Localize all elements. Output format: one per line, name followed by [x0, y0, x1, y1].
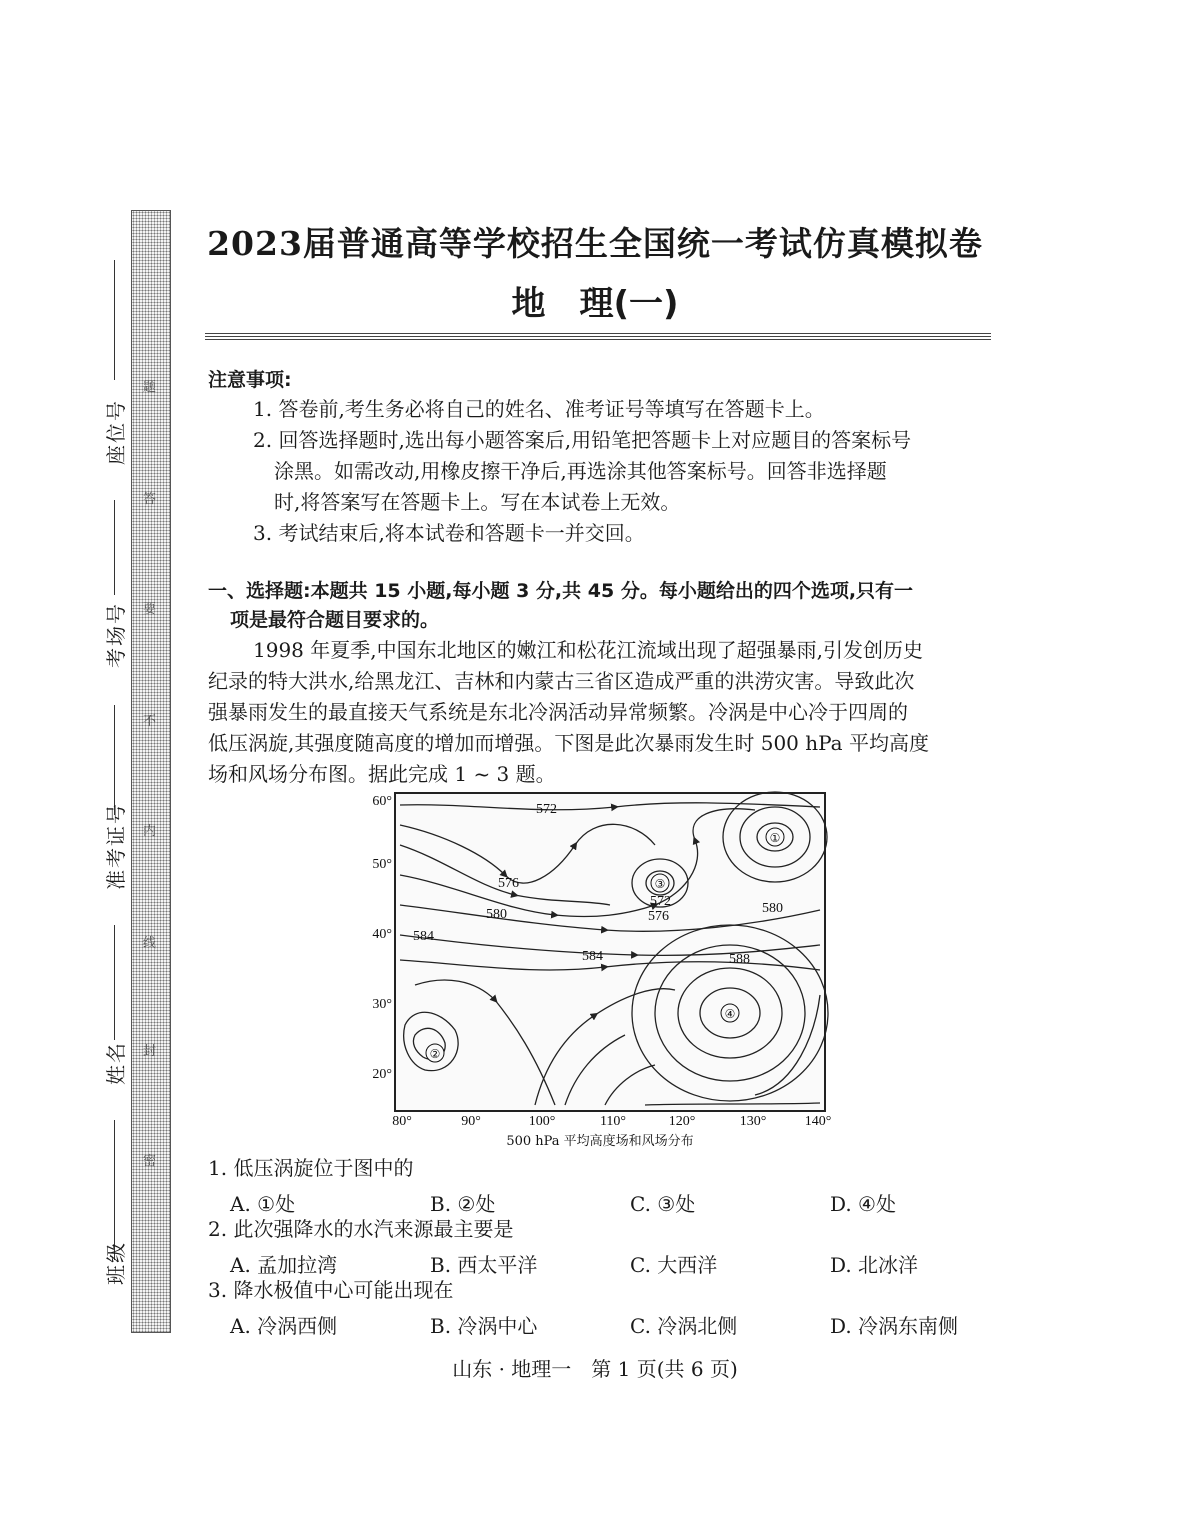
lat-tick: 50°: [372, 857, 392, 872]
option-b: B. 西太平洋: [430, 1253, 538, 1277]
option-c: C. ③处: [630, 1192, 696, 1216]
name-label: 姓名: [104, 1041, 128, 1085]
seal-char: 答: [143, 492, 157, 507]
notice-line: 时,将答案写在答题卡上。写在本试卷上无效。: [274, 490, 681, 514]
exam-room-label: 考场号: [104, 602, 128, 668]
lon-tick: 110°: [599, 1114, 627, 1129]
center-label: ④: [724, 1007, 736, 1021]
seal-char: 密: [143, 1154, 157, 1169]
admission-number-label: 准考证号: [104, 802, 128, 890]
option-b: B. 冷涡中心: [430, 1314, 538, 1338]
option-c: C. 冷涡北侧: [630, 1314, 738, 1338]
lat-tick: 40°: [372, 927, 392, 942]
option-a: A. ①处: [230, 1192, 296, 1216]
wind-field-map: [355, 785, 845, 1155]
contour-label: 584: [413, 929, 434, 944]
center-label: ②: [429, 1047, 441, 1061]
contour-label: 580: [762, 901, 783, 916]
map-frame: [395, 793, 825, 1111]
lat-tick: 30°: [372, 997, 392, 1012]
option-a: A. 孟加拉湾: [230, 1253, 338, 1277]
lat-tick: 60°: [372, 794, 392, 809]
passage-line: 强暴雨发生的最直接天气系统是东北冷涡活动异常频繁。冷涡是中心冷于四周的: [208, 700, 908, 724]
passage-line: 场和风场分布图。据此完成 1 ~ 3 题。: [208, 762, 556, 786]
seal-char: 线: [143, 936, 157, 951]
seal-char: 题: [143, 380, 157, 395]
notice-line: 1. 答卷前,考生务必将自己的姓名、准考证号等填写在答题卡上。: [253, 397, 825, 421]
passage-line: 低压涡旋,其强度随高度的增加而增强。下图是此次暴雨发生时 500 hPa 平均高度: [208, 731, 929, 755]
notice-line: 3. 考试结束后,将本试卷和答题卡一并交回。: [253, 521, 645, 545]
seal-char: 内: [143, 824, 157, 839]
seal-char: 要: [143, 602, 157, 617]
class-label: 班级: [104, 1241, 128, 1285]
lon-tick: 90°: [461, 1114, 481, 1129]
divider: [205, 339, 991, 340]
question-stem: 1. 低压涡旋位于图中的: [208, 1156, 414, 1180]
lon-tick: 100°: [528, 1114, 556, 1129]
page-footer: 山东 · 地理一 第 1 页(共 6 页): [452, 1357, 738, 1381]
fill-line: [114, 925, 115, 1040]
notice-heading: 注意事项:: [208, 369, 292, 391]
lon-tick: 130°: [739, 1114, 767, 1129]
lat-tick: 20°: [372, 1067, 392, 1082]
option-a: A. 冷涡西侧: [230, 1314, 338, 1338]
option-d: D. 北冰洋: [830, 1253, 919, 1277]
contour-label: 584: [582, 949, 603, 964]
fill-line: [114, 500, 115, 595]
question-stem: 2. 此次强降水的水汽来源最主要是: [208, 1217, 514, 1241]
option-b: B. ②处: [430, 1192, 496, 1216]
option-d: D. 冷涡东南侧: [830, 1314, 959, 1338]
contour-label: 580: [486, 907, 507, 922]
seat-number-label: 座位号: [104, 399, 128, 465]
subject-title: 地 理(一): [511, 284, 679, 324]
passage-line: 纪录的特大洪水,给黑龙江、吉林和内蒙古三省区造成严重的洪涝灾害。导致此次: [208, 669, 915, 693]
section-heading: 一、选择题:本题共 15 小题,每小题 3 分,共 45 分。每小题给出的四个选项,只有一: [208, 580, 914, 602]
contour-label: 588: [729, 952, 750, 967]
seal-char: 不: [143, 714, 157, 729]
center-label: ①: [769, 831, 781, 845]
notice-line: 涂黑。如需改动,用橡皮擦干净后,再选涂其他答案标号。回答非选择题: [274, 459, 887, 483]
divider: [205, 336, 991, 337]
center-label: ③: [654, 877, 666, 891]
question-stem: 3. 降水极值中心可能出现在: [208, 1278, 454, 1302]
section-heading: 项是最符合题目要求的。: [230, 609, 440, 631]
lon-tick: 140°: [804, 1114, 832, 1129]
notice-line: 2. 回答选择题时,选出每小题答案后,用铅笔把答题卡上对应题目的答案标号: [253, 428, 912, 452]
passage-line: 1998 年夏季,中国东北地区的嫩江和松花江流域出现了超强暴雨,引发创历史: [253, 638, 923, 662]
figure-caption: 500 hPa 平均高度场和风场分布: [506, 1134, 694, 1149]
fill-line: [114, 705, 115, 815]
option-d: D. ④处: [830, 1192, 896, 1216]
fill-line: [114, 1120, 115, 1260]
contour-label: 572: [536, 802, 557, 817]
contour-label: 576: [498, 876, 519, 891]
divider: [205, 333, 991, 334]
lon-tick: 120°: [668, 1114, 696, 1129]
contour-label: 576: [648, 909, 669, 924]
seal-char: 封: [143, 1044, 157, 1059]
contour-label: 572: [650, 894, 671, 909]
exam-title: 2023届普通高等学校招生全国统一考试仿真模拟卷: [207, 224, 983, 263]
lon-tick: 80°: [392, 1114, 412, 1129]
fill-line: [114, 260, 115, 380]
option-c: C. 大西洋: [630, 1253, 718, 1277]
